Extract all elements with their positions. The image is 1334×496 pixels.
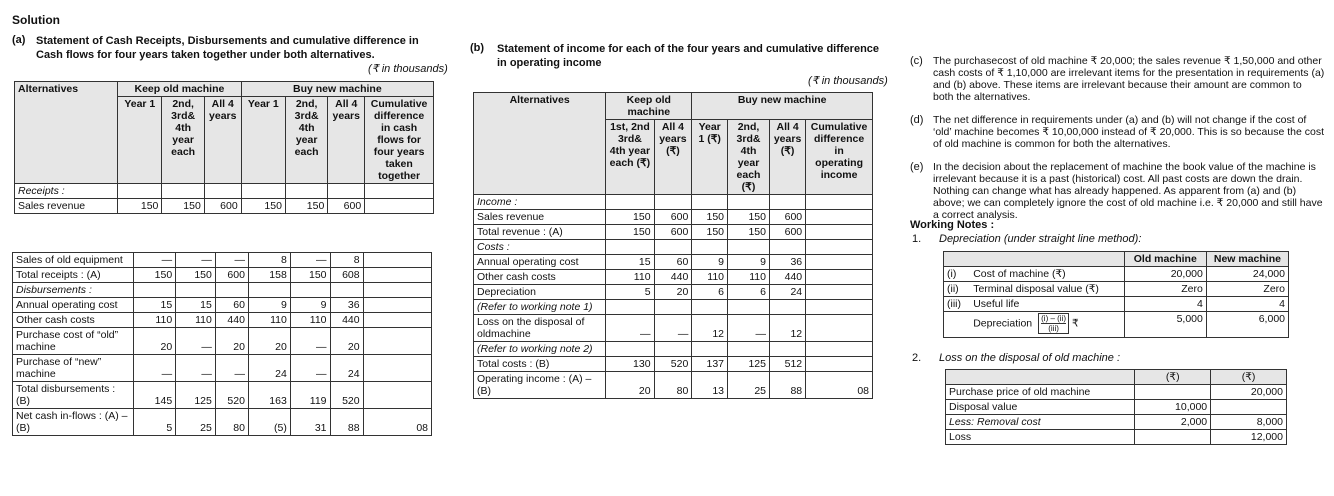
b-cell <box>770 195 806 210</box>
depreciation-new: 4 <box>1206 297 1288 312</box>
a-bottom-cell: 440 <box>330 313 363 328</box>
b-cell <box>654 195 692 210</box>
b-cell: 6 <box>728 285 770 300</box>
a-bottom-cell: — <box>290 355 330 382</box>
hdr-all4-new: All 4 years <box>328 97 365 184</box>
loss-col-b: 8,000 <box>1211 415 1287 430</box>
a-bottom-cell: 110 <box>176 313 216 328</box>
a-bottom-row <box>13 313 432 328</box>
b-row-label: Loss on the disposal of oldmachine <box>474 315 606 342</box>
formula-numerator: (i) – (ii) <box>1041 314 1067 323</box>
a-top-cell <box>328 184 365 199</box>
a-bottom-cell: 24 <box>330 355 363 382</box>
a-bottom-row-label: Purchase cost of “old” machine <box>13 328 134 355</box>
b-hdr-all4-new: All 4 years (₹) <box>770 120 806 195</box>
a-bottom-cell <box>134 283 176 298</box>
a-bottom-cell: 15 <box>134 298 176 313</box>
b-cell <box>692 300 728 315</box>
b-cell: 88 <box>770 372 806 399</box>
a-top-cell <box>162 184 204 199</box>
a-bottom-cell: 9 <box>248 298 290 313</box>
loss-col-a <box>1135 385 1211 400</box>
a-top-cell <box>285 184 327 199</box>
b-cell: 5 <box>606 285 654 300</box>
loss-row-label: Loss <box>946 430 1135 445</box>
b-cell: 110 <box>728 270 770 285</box>
b-cell <box>806 300 873 315</box>
a-bottom-cell <box>363 298 431 313</box>
cash-flow-table-bottom <box>12 252 432 436</box>
a-bottom-cell: 520 <box>330 382 363 409</box>
a-bottom-cell: 520 <box>215 382 248 409</box>
b-cell: 25 <box>728 372 770 399</box>
b-cell: 125 <box>728 357 770 372</box>
a-top-cell <box>241 184 285 199</box>
a-bottom-row <box>13 268 432 283</box>
b-cell: 600 <box>654 225 692 240</box>
a-bottom-cell <box>363 382 431 409</box>
a-bottom-cell: — <box>134 253 176 268</box>
a-top-cell: 600 <box>328 199 365 214</box>
b-row-label: Income : <box>474 195 606 210</box>
wn2-title: Loss on the disposal of old machine : <box>939 352 1121 364</box>
a-bottom-cell: 15 <box>176 298 216 313</box>
hdr-new-machine: New machine <box>1206 252 1288 267</box>
depreciation-row <box>944 297 1289 312</box>
b-row-label: (Refer to working note 1) <box>474 300 606 315</box>
note-e-label: (e) <box>910 161 924 173</box>
a-bottom-cell: 08 <box>363 409 431 436</box>
a-bottom-cell <box>330 283 363 298</box>
b-cell: 12 <box>692 315 728 342</box>
section-a-unit: (₹ in thousands) <box>368 63 448 75</box>
a-bottom-cell: 158 <box>248 268 290 283</box>
a-bottom-row-label: Net cash in-flows : (A) – (B) <box>13 409 134 436</box>
b-cell: 24 <box>770 285 806 300</box>
b-cell <box>654 342 692 357</box>
b-cell <box>806 357 873 372</box>
b-cell <box>728 300 770 315</box>
b-cell: 520 <box>654 357 692 372</box>
depreciation-row <box>944 282 1289 297</box>
b-cell: 9 <box>728 255 770 270</box>
a-bottom-row <box>13 253 432 268</box>
b-cell: 80 <box>654 372 692 399</box>
a-bottom-row <box>13 298 432 313</box>
b-row <box>474 315 873 342</box>
loss-row <box>946 400 1287 415</box>
loss-row <box>946 385 1287 400</box>
a-bottom-cell: 440 <box>215 313 248 328</box>
a-top-cell: 150 <box>241 199 285 214</box>
b-hdr-y234: 2nd, 3rd& 4th year each (₹) <box>728 120 770 195</box>
a-bottom-row-label: Total disbursements : (B) <box>13 382 134 409</box>
a-top-row <box>15 199 434 214</box>
depreciation-new: Zero <box>1206 282 1288 297</box>
b-cell: 600 <box>654 210 692 225</box>
b-col-buy-new: Buy new machine <box>692 93 873 120</box>
a-bottom-cell: 119 <box>290 382 330 409</box>
depreciation-row <box>944 312 1289 338</box>
b-row-label: Annual operating cost <box>474 255 606 270</box>
b-cell: 150 <box>606 225 654 240</box>
hdr-year1-new: Year 1 <box>241 97 285 184</box>
a-bottom-cell: 24 <box>248 355 290 382</box>
depreciation-row <box>944 267 1289 282</box>
a-bottom-cell: 31 <box>290 409 330 436</box>
a-bottom-cell: 110 <box>248 313 290 328</box>
a-bottom-cell: — <box>215 253 248 268</box>
wn1-title: Depreciation (under straight line method): <box>939 233 1142 245</box>
a-bottom-cell: 20 <box>134 328 176 355</box>
b-row-label: Costs : <box>474 240 606 255</box>
solution-heading: Solution <box>12 13 60 27</box>
a-bottom-row-label: Disbursements : <box>13 283 134 298</box>
a-bottom-row <box>13 409 432 436</box>
a-top-row-label: Sales revenue <box>15 199 118 214</box>
loss-col-b: 20,000 <box>1211 385 1287 400</box>
hdr-old-machine: Old machine <box>1124 252 1206 267</box>
b-cell <box>692 240 728 255</box>
b-row-label: Total costs : (B) <box>474 357 606 372</box>
b-cell: 137 <box>692 357 728 372</box>
depreciation-row-num <box>944 312 971 338</box>
b-row <box>474 300 873 315</box>
a-bottom-cell: 145 <box>134 382 176 409</box>
a-bottom-cell <box>290 283 330 298</box>
b-cell: 20 <box>606 372 654 399</box>
b-cell: 6 <box>692 285 728 300</box>
loss-col-a: 10,000 <box>1135 400 1211 415</box>
b-cell: 110 <box>692 270 728 285</box>
b-hdr-year1: Year 1 (₹) <box>692 120 728 195</box>
b-row <box>474 342 873 357</box>
depreciation-row-label: Useful life <box>970 297 1124 312</box>
a-bottom-cell: 600 <box>215 268 248 283</box>
a-top-cell <box>365 199 434 214</box>
b-cell <box>692 342 728 357</box>
b-cell: 150 <box>728 225 770 240</box>
hdr-all4: All 4 years <box>204 97 241 184</box>
b-cell <box>806 342 873 357</box>
a-bottom-cell: 150 <box>290 268 330 283</box>
a-bottom-cell <box>363 283 431 298</box>
b-cell: 15 <box>606 255 654 270</box>
b-cell: 512 <box>770 357 806 372</box>
a-bottom-cell: 88 <box>330 409 363 436</box>
b-cell <box>806 195 873 210</box>
loss-col-b <box>1211 400 1287 415</box>
b-cell <box>606 240 654 255</box>
b-cell <box>606 300 654 315</box>
a-bottom-cell: 25 <box>176 409 216 436</box>
a-bottom-cell: — <box>176 355 216 382</box>
a-bottom-cell <box>176 283 216 298</box>
b-row <box>474 240 873 255</box>
b-cell <box>806 270 873 285</box>
depreciation-old: Zero <box>1124 282 1206 297</box>
a-bottom-row <box>13 382 432 409</box>
b-cell: 440 <box>654 270 692 285</box>
b-col-alternatives: Alternatives <box>474 93 606 195</box>
a-bottom-cell: 8 <box>330 253 363 268</box>
b-cell: 150 <box>728 210 770 225</box>
a-bottom-cell: 36 <box>330 298 363 313</box>
a-bottom-cell: — <box>290 328 330 355</box>
b-cell <box>606 195 654 210</box>
a-bottom-cell <box>215 283 248 298</box>
a-bottom-cell: 125 <box>176 382 216 409</box>
loss-table <box>945 369 1287 445</box>
working-notes-title: Working Notes : <box>910 219 995 231</box>
a-bottom-cell: — <box>215 355 248 382</box>
loss-row <box>946 430 1287 445</box>
a-bottom-cell <box>363 253 431 268</box>
a-bottom-cell: 608 <box>330 268 363 283</box>
depreciation-row-label: Cost of machine (₹) <box>970 267 1124 282</box>
b-row <box>474 195 873 210</box>
b-row-label: (Refer to working note 2) <box>474 342 606 357</box>
b-cell <box>770 300 806 315</box>
b-cell: 20 <box>654 285 692 300</box>
a-bottom-cell: 20 <box>330 328 363 355</box>
b-cell: 08 <box>806 372 873 399</box>
a-top-cell <box>118 184 162 199</box>
section-b-title: Statement of income for each of the four years and cumulative difference in operating income <box>497 43 880 69</box>
a-top-cell: 600 <box>204 199 241 214</box>
note-e: In the decision about the replacement of machine the book value of the machine is irrelevant because it is a past (historical) cost. All past costs are down the drain. Nothing can change what has already happened. As apparent from (a) and (b) above; we can completely ignore the cost of old machine i.e. ₹ 20,000 and still have a correct analysis. <box>933 161 1323 221</box>
col-alternatives: Alternatives <box>15 82 118 97</box>
b-cell <box>806 315 873 342</box>
b-cell: — <box>606 315 654 342</box>
wn1-number: 1. <box>912 233 922 245</box>
b-row-label: Total revenue : (A) <box>474 225 606 240</box>
a-bottom-cell <box>363 313 431 328</box>
a-bottom-row-label: Annual operating cost <box>13 298 134 313</box>
b-row <box>474 285 873 300</box>
section-b-unit: (₹ in thousands) <box>808 75 888 87</box>
loss-col-a <box>1135 430 1211 445</box>
note-c-label: (c) <box>910 55 923 67</box>
b-row <box>474 225 873 240</box>
b-cell <box>728 342 770 357</box>
hdr-rupee-b: (₹) <box>1211 370 1287 385</box>
b-row <box>474 372 873 399</box>
b-cell <box>606 342 654 357</box>
hdr-year1: Year 1 <box>118 97 162 184</box>
b-row <box>474 255 873 270</box>
depreciation-formula <box>1038 313 1069 334</box>
hdr-cumulative: Cumulative difference in cash flows for four years taken together <box>365 97 434 184</box>
b-cell: 36 <box>770 255 806 270</box>
wn2-number: 2. <box>912 352 922 364</box>
b-cell: 440 <box>770 270 806 285</box>
a-bottom-cell: 20 <box>215 328 248 355</box>
b-cell: 150 <box>606 210 654 225</box>
loss-col-b: 12,000 <box>1211 430 1287 445</box>
b-col-keep-old: Keep old machine <box>606 93 692 120</box>
hdr-rupee-a: (₹) <box>1135 370 1211 385</box>
b-row-label: Depreciation <box>474 285 606 300</box>
b-row <box>474 357 873 372</box>
b-hdr-y1234: 1st, 2nd 3rd& 4th year each (₹) <box>606 120 654 195</box>
b-cell: 13 <box>692 372 728 399</box>
depreciation-new: 24,000 <box>1206 267 1288 282</box>
a-top-cell: 150 <box>118 199 162 214</box>
depreciation-row-label: Depreciation (i) – (ii) (iii) ₹ <box>970 312 1124 338</box>
depreciation-new: 6,000 <box>1206 312 1288 338</box>
b-cell <box>806 210 873 225</box>
depreciation-table <box>943 251 1289 338</box>
a-bottom-cell: 8 <box>248 253 290 268</box>
col-buy-new: Buy new machine <box>241 82 433 97</box>
depreciation-row-num: (ii) <box>944 282 971 297</box>
section-b-label: (b) <box>470 42 485 54</box>
b-cell <box>654 300 692 315</box>
loss-row-label: Disposal value <box>946 400 1135 415</box>
a-bottom-cell: — <box>176 253 216 268</box>
b-cell: 150 <box>692 225 728 240</box>
depreciation-row-num: (i) <box>944 267 971 282</box>
a-bottom-cell: 150 <box>134 268 176 283</box>
b-cell: — <box>654 315 692 342</box>
depreciation-old: 20,000 <box>1124 267 1206 282</box>
a-bottom-cell: 80 <box>215 409 248 436</box>
a-bottom-row-label: Purchase of “new” machine <box>13 355 134 382</box>
a-bottom-row-label: Other cash costs <box>13 313 134 328</box>
depreciation-old: 5,000 <box>1124 312 1206 338</box>
section-a-label: (a) <box>12 34 26 46</box>
hdr-y234: 2nd, 3rd& 4th year each <box>162 97 204 184</box>
a-bottom-cell: — <box>290 253 330 268</box>
a-top-row <box>15 184 434 199</box>
b-cell <box>654 240 692 255</box>
a-top-cell: 150 <box>162 199 204 214</box>
b-cell: 150 <box>692 210 728 225</box>
hdr-y234-new: 2nd, 3rd& 4th year each <box>285 97 327 184</box>
b-row <box>474 270 873 285</box>
a-top-cell <box>365 184 434 199</box>
b-cell <box>806 285 873 300</box>
a-bottom-cell: 110 <box>290 313 330 328</box>
loss-col-a: 2,000 <box>1135 415 1211 430</box>
section-a-title: Statement of Cash Receipts, Disbursements and cumulative difference in Cash flows for four years taken together under both alternatives. <box>36 35 419 61</box>
formula-unit: ₹ <box>1069 317 1079 330</box>
a-bottom-row <box>13 355 432 382</box>
b-cell: — <box>728 315 770 342</box>
a-bottom-row <box>13 283 432 298</box>
a-top-cell: 150 <box>285 199 327 214</box>
loss-row <box>946 415 1287 430</box>
a-bottom-row <box>13 328 432 355</box>
a-bottom-cell: 110 <box>134 313 176 328</box>
loss-row-label: Less: Removal cost <box>946 415 1135 430</box>
b-cell: 600 <box>770 210 806 225</box>
a-bottom-cell <box>363 355 431 382</box>
b-row-label: Operating income : (A) – (B) <box>474 372 606 399</box>
a-bottom-cell: 5 <box>134 409 176 436</box>
a-bottom-cell: 20 <box>248 328 290 355</box>
b-cell <box>770 342 806 357</box>
a-bottom-cell: 150 <box>176 268 216 283</box>
depreciation-old: 4 <box>1124 297 1206 312</box>
income-table <box>473 92 873 399</box>
b-cell <box>806 240 873 255</box>
b-cell: 130 <box>606 357 654 372</box>
b-row-label: Sales revenue <box>474 210 606 225</box>
a-bottom-cell: (5) <box>248 409 290 436</box>
a-bottom-cell: 9 <box>290 298 330 313</box>
depreciation-row-num: (iii) <box>944 297 971 312</box>
b-cell <box>728 240 770 255</box>
b-cell <box>770 240 806 255</box>
b-cell <box>806 225 873 240</box>
a-bottom-cell <box>363 268 431 283</box>
a-bottom-cell: 163 <box>248 382 290 409</box>
cash-flow-table-top <box>14 81 434 214</box>
a-bottom-row-label: Total receipts : (A) <box>13 268 134 283</box>
b-cell: 60 <box>654 255 692 270</box>
b-hdr-all4: All 4 years (₹) <box>654 120 692 195</box>
depreciation-row-label: Terminal disposal value (₹) <box>970 282 1124 297</box>
note-d: The net difference in requirements under (a) and (b) will not change if the cost of ‘old’ machine becomes ₹ 10,00,000 instead of ₹ 20,000. This is so because the cost of old machine is common for both the alternatives. <box>933 114 1325 150</box>
b-row-label: Other cash costs <box>474 270 606 285</box>
b-cell: 12 <box>770 315 806 342</box>
loss-row-label: Purchase price of old machine <box>946 385 1135 400</box>
b-cell: 9 <box>692 255 728 270</box>
note-c: The purchasecost of old machine ₹ 20,000; the sales revenue ₹ 1,50,000 and other cash costs of ₹ 1,10,000 are irrelevant items for the presentation in requirements (a) and (b) above. These items are irrelevant because their amount are common to both the alternatives. <box>933 55 1325 103</box>
b-hdr-cumulative: Cumulative difference in operating income <box>806 120 873 195</box>
a-top-cell <box>204 184 241 199</box>
a-bottom-cell <box>363 328 431 355</box>
b-cell <box>806 255 873 270</box>
a-bottom-cell: — <box>176 328 216 355</box>
a-bottom-cell: — <box>134 355 176 382</box>
b-cell: 600 <box>770 225 806 240</box>
a-bottom-cell <box>248 283 290 298</box>
b-cell <box>692 195 728 210</box>
a-bottom-row-label: Sales of old equipment <box>13 253 134 268</box>
a-bottom-cell: 60 <box>215 298 248 313</box>
a-top-row-label: Receipts : <box>15 184 118 199</box>
col-keep-old: Keep old machine <box>118 82 242 97</box>
b-cell: 110 <box>606 270 654 285</box>
b-row <box>474 210 873 225</box>
formula-denominator: (iii) <box>1048 324 1059 333</box>
note-d-label: (d) <box>910 114 924 126</box>
b-cell <box>728 195 770 210</box>
